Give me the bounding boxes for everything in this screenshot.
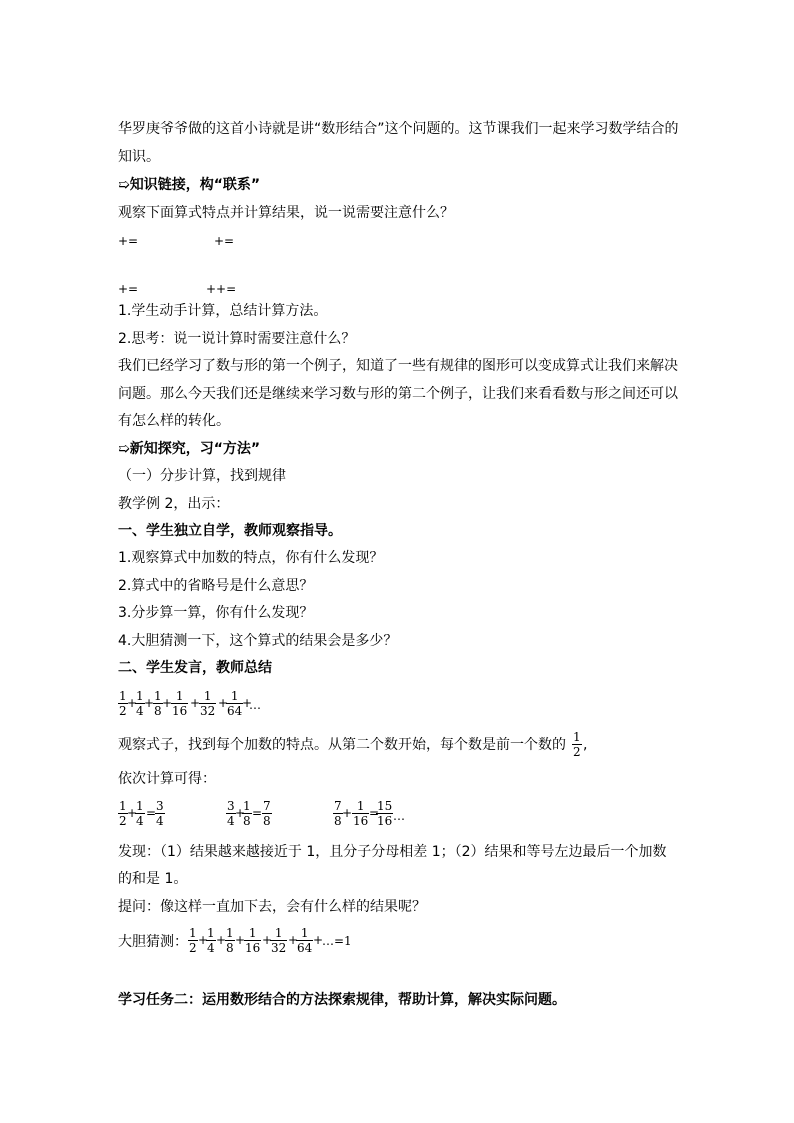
plus-sign: + [216,933,227,947]
fraction-3-4: $\frac{3}{4}$ [227,799,235,828]
plus-sign: + [127,696,138,710]
fraction-1-8: $\frac{1}{8}$ [226,926,234,955]
heading-new-knowledge: ➯新知探究，习“方法” [118,441,261,457]
fraction-1-8: $\frac{1}{8}$ [154,689,162,718]
equation-row1-b: += [214,234,235,248]
subheading-step-calc: （一）分步计算，找到规律 [118,468,286,484]
paragraph-intro-line2: 知识。 [118,149,160,165]
equation-row1-a: += [118,234,139,248]
plus-sign: + [218,696,229,710]
paragraph-observe: 观察下面算式特点并计算结果，说一说需要注意什么？ [118,205,454,221]
fraction-1-16: $\frac{1}{16}$ [172,689,188,718]
heading-summary: 二、学生发言，教师总结 [118,660,272,676]
fraction-1-2: $\frac{1}{2}$ [119,799,127,828]
question-2: 2.算式中的省略号是什么意思？ [118,578,314,594]
question-1: 1.观察算式中加数的特点，你有什么发现？ [118,550,384,566]
paragraph-example: 教学例 2，出示： [118,496,230,512]
fraction-7-8: $\frac{7}{8}$ [334,799,342,828]
fraction-1-8: $\frac{1}{8}$ [243,799,251,828]
paragraph-question: 提问：像这样一直加下去，会有什么样的结果呢？ [118,899,426,915]
fraction-1-2: $\frac{1}{2}$ [119,689,127,718]
fraction-1-4: $\frac{1}{4}$ [136,799,144,828]
paragraph-review-line1: 我们已经学习了数与形的第一个例子，知道了一些有规律的图形可以变成算式让我们来解决 [118,358,678,374]
fraction-1-16: $\frac{1}{16}$ [245,926,261,955]
fraction-1-2: $\frac{1}{2}$ [573,730,581,759]
paragraph-finding-line2: 的和是 1。 [118,871,188,887]
plus-sign: + [242,696,253,710]
paragraph-observe-formula: 观察式子，找到每个加数的特点。从第二个数开始，每个数是前一个数的 [118,737,566,753]
plus-sign: + [144,696,155,710]
fraction-3-4: $\frac{3}{4}$ [156,799,164,828]
plus-sign: + [162,696,173,710]
heading-knowledge-link: ➯知识链接，构“联系” [118,177,261,193]
paragraph-review-line2: 问题。那么今天我们还是继续来学习数与形的第二个例子，让我们来看看数与形之间还可以 [118,386,678,402]
equals-sign: = [146,806,157,820]
plus-sign: + [235,806,246,820]
step-1: 1.学生动手计算，总结计算方法。 [118,303,328,319]
fraction-1-4: $\frac{1}{4}$ [136,689,144,718]
step-2: 2.思考：说一说计算时需要注意什么？ [118,331,356,347]
paragraph-review-line3: 有怎么样的转化。 [118,413,230,429]
comma: , [583,737,588,753]
equals-sign: = [252,806,263,820]
ellipsis: … [249,698,261,712]
guess-label: 大胆猜测： [118,934,188,950]
paragraph-calc-result: 依次计算可得： [118,771,216,787]
plus-sign: + [235,933,246,947]
question-4: 4.大胆猜测一下，这个算式的结果会是多少？ [118,633,398,649]
paragraph-finding-line1: 发现：（1）结果越来越接近于 1，且分子分母相差 1；（2）结果和等号左边最后一个加数 [118,844,667,860]
question-3: 3.分步算一算，你有什么发现？ [118,605,314,621]
equals-sign: = [369,806,380,820]
heading-task-two: 学习任务二：运用数形结合的方法探索规律，帮助计算，解决实际问题。 [118,992,566,1008]
plus-sign: + [190,696,201,710]
plus-sign: + [313,933,324,947]
plus-sign: + [288,933,299,947]
guess-result: …=1 [322,934,352,948]
fraction-1-64: $\frac{1}{64}$ [227,689,243,718]
paragraph-intro-line1: 华罗庚爷爷做的这首小诗就是讲“数形结合”这个问题的。这节课我们一起来学习数学结合的 [118,121,679,137]
fraction-1-32: $\frac{1}{32}$ [271,926,287,955]
fraction-1-16: $\frac{1}{16}$ [353,799,369,828]
fraction-1-64: $\frac{1}{64}$ [297,926,313,955]
plus-sign: + [127,806,138,820]
fraction-7-8: $\frac{7}{8}$ [263,799,271,828]
equation-row2-b: ++= [206,282,237,296]
fraction-1-2: $\frac{1}{2}$ [189,926,197,955]
equation-row2-a: += [118,282,139,296]
fraction-15-16: $\frac{15}{16}$ [377,799,393,828]
ellipsis: … [393,809,405,823]
fraction-1-4: $\frac{1}{4}$ [207,926,215,955]
fraction-1-32: $\frac{1}{32}$ [200,689,216,718]
plus-sign: + [198,933,209,947]
plus-sign: + [342,806,353,820]
plus-sign: + [262,933,273,947]
heading-self-study: 一、学生独立自学，教师观察指导。 [118,523,342,539]
